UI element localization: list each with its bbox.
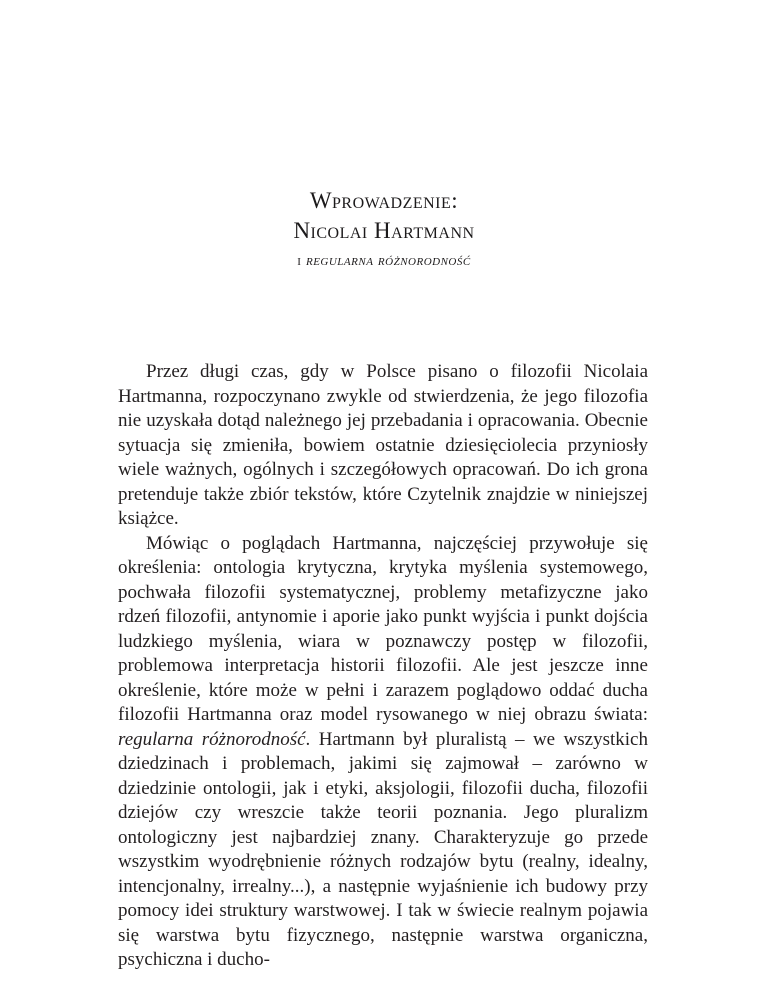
chapter-heading [0, 186, 768, 274]
body-text [118, 360, 648, 973]
heading-line-2: Nicolai Hartmann [293, 218, 475, 243]
heading-line-3-italic: regularna różnorodność [305, 252, 471, 269]
heading-line-3 [0, 248, 768, 274]
paragraph-2-part-2: . Hartmann był pluralistą – we wszystkich dziedzinach i problemach, jakimi się zajmował – zarówno w dziedzinie ontologii, jak i etyki, aksjologii, filozofii ducha, filozofii dziejów czy wreszcie także teorii poznania. Jego pluralizm ontologiczny jest najbardziej znany. Charakteryzuje go przede wszystkim wyodrębnienie różnych rodzajów bytu (realny, idealny, intencjonalny, irrealny...), a następnie wyjaśnienie ich budowy przy pomocy idei struktury warstwowej. I tak w świecie realnym pojawia się warstwa bytu fizycznego, następnie warstwa organiczna, psychiczna i ducho- [118, 728, 648, 970]
paragraph-2 [118, 532, 648, 973]
paragraph-2-part-1: Mówiąc o poglądach Hartmanna, najczęściej przywołuje się określenia: ontologia krytyczna, krytyka myślenia systemowego, pochwała filozofii systematycznej, problemy metafizyczne jako rdzeń filozofii, antynomie i aporie jako punkt wyjścia i punkt dojścia ludzkiego myślenia, wiara w poznawczy postęp w filozofii, problemowa interpretacja historii filozofii. Ale jest jeszcze inne określenie, które może w pełni i zarazem poglądowo oddać ducha filozofii Hartmanna oraz model rysowanego w niej obrazu świata: [118, 532, 648, 725]
heading-line-1: Wprowadzenie: [309, 188, 459, 213]
heading-line-3-prefix: i [297, 252, 302, 269]
paragraph-2-italic: regularna różnorodność [118, 728, 306, 750]
paragraph-1: Przez długi czas, gdy w Polsce pisano o filozofii Nicolaia Hartmanna, rozpoczynano zwykle od stwierdzenia, że jego filozofia nie uzyskała dotąd należnego jej przebadania i opracowania. Obecnie sytuacja się zmieniła, bowiem ostatnie dziesięciolecia przyniosły wiele ważnych, ogólnych i szczegółowych opracowań. Do ich grona pretenduje także zbiór tekstów, które Czytelnik znajdzie w niniejszej książce. [118, 361, 648, 529]
